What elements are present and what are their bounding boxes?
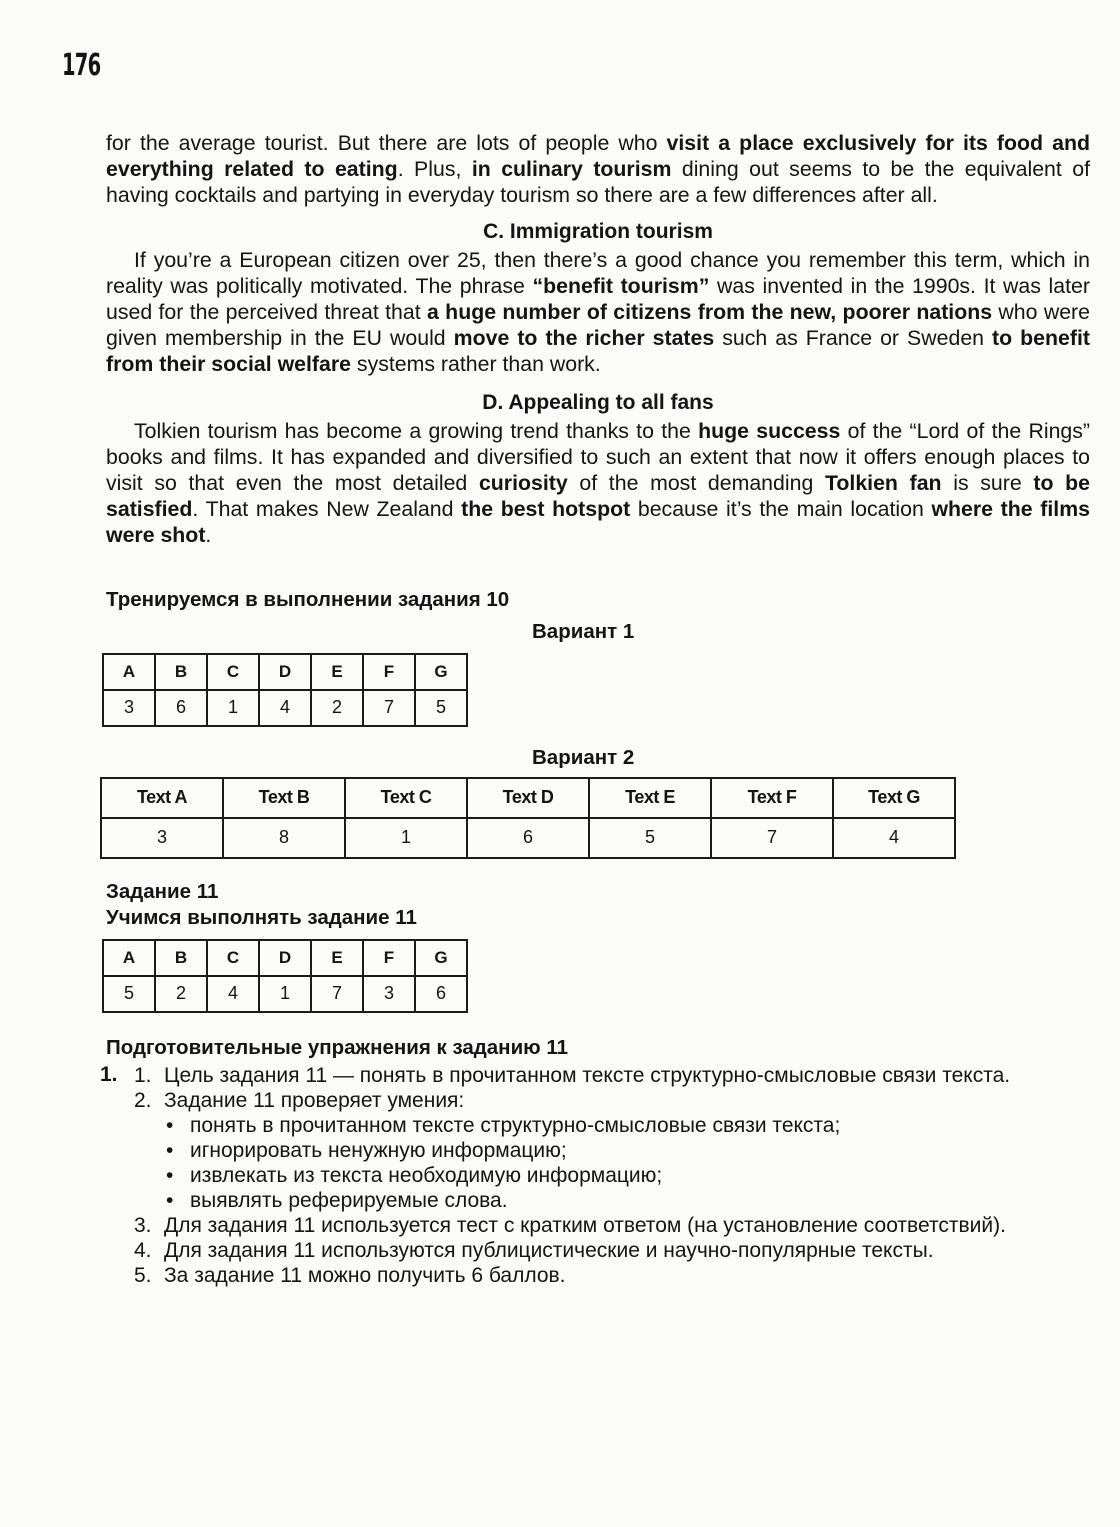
prep-item [106,1063,1090,1088]
table-cell: 8 [223,818,345,858]
bold-phrase: a huge number of citizens from the new, poorer nations [427,300,993,325]
table-cell: 2 [311,690,363,726]
table-cell: A [103,940,155,976]
variant1-table [102,653,468,727]
text-run: was invented in the 1990s. It was later used for the perceived threat that [106,273,1090,325]
skill-item: • извлекать из текста необходимую информацию; [164,1163,1090,1188]
skill-item: • понять в прочитанном тексте структурно-смысловые связи текста; [164,1113,1090,1138]
prep-item-text: Для задания 11 используются публицистические и научно-популярные тексты. [164,1238,934,1262]
table-cell: F [363,940,415,976]
prep-list [100,1062,1090,1288]
page-content [100,130,1091,1288]
section-d-text [106,418,1090,549]
skill-item: • выявлять реферируемые слова. [164,1188,1090,1213]
table-cell: 3 [101,818,223,858]
text-run: for the average tourist. But there are lots of people who [106,131,667,155]
table-cell: A [103,654,155,690]
variant2-table [100,777,956,859]
table-cell: 5 [415,690,467,726]
prep-heading: Подготовительные упражнения к заданию 11 [106,1035,569,1059]
prep-item [106,1263,1090,1288]
table-cell: C [207,940,259,976]
bold-phrase: where the films were shot [106,497,1090,548]
task11-heading: Задание 11 [106,879,219,903]
bold-phrase: to be satisfied [106,471,1091,522]
prep-item-text: За задание 11 можно получить 6 баллов. [164,1263,566,1287]
section-c-title: C. Immigration tourism [483,219,713,243]
prep-number: 1. [100,1062,118,1086]
table-cell: D [259,940,311,976]
table-cell: B [155,940,207,976]
variant1-header-row [103,654,467,690]
prep-item-text: Цель задания 11 — понять в прочитанном тексте структурно-смысловые связи текста. [164,1063,1011,1087]
text-run: of the most demanding [567,471,825,496]
prep-item-number: 1. [134,1063,152,1087]
table-cell: G [415,654,467,690]
table-cell: 5 [589,818,711,858]
table-cell: 7 [363,690,415,726]
prep-item-number: 4. [134,1238,152,1262]
variant2-title: Вариант 2 [532,745,635,769]
section-b-tail [106,130,1090,209]
table-cell: Text G [833,778,955,818]
prep-item [106,1238,1090,1263]
table-cell: F [363,654,415,690]
bold-phrase: move to the richer states [453,326,715,351]
text-run: who were given membership in the EU would [106,300,1090,351]
variant1-value-row [103,690,467,726]
bold-phrase: huge success [698,418,841,443]
section-c-text [106,247,1090,378]
table-cell: Text A [101,778,223,818]
prep-item [106,1088,1090,1113]
bold-phrase: visit a place exclusively for its food and everything related to eating [106,131,1090,182]
variant2-header-row [101,778,955,818]
text-run: . Plus, [397,157,472,182]
section-d-title: D. Appealing to all fans [482,390,714,414]
table-cell: 4 [207,976,259,1012]
table-cell: 4 [833,818,955,858]
task11-table [102,939,468,1013]
table-cell: Text F [711,778,833,818]
bold-phrase: the best hotspot [461,497,631,522]
skill-item: • игнорировать ненужную информацию; [164,1138,1090,1163]
text-run: dining out seems to be the equivalent of having cocktails and partying in everyday tourism so there are a few differences after all. [106,157,1091,208]
table-cell: E [311,940,363,976]
text-run: If you’re a European citizen over 25, then there’s a good chance you remember this term, which in reality was politically motivated. The phrase [106,247,1090,298]
table-cell: 2 [155,976,207,1012]
text-run: . That makes New Zealand [192,497,462,522]
task11-value-row [103,976,467,1012]
table-cell: G [415,940,467,976]
text-run: . [205,523,212,548]
text-run: such as France or Sweden [714,326,993,351]
task11-header-row [103,940,467,976]
table-cell: 1 [345,818,467,858]
table-cell: 4 [259,690,311,726]
task11-subheading: Учимся выполнять задание 11 [106,905,417,929]
bold-phrase: to benefit from their social welfare [106,326,1090,377]
prep-item-text: Для задания 11 используется тест с кратким ответом (на установление соответствий). [164,1213,1006,1237]
prep-item-number: 3. [134,1213,152,1237]
table-cell: C [207,654,259,690]
text-run: Tolkien tourism has become a growing trend thanks to the [134,418,699,443]
variant1-title: Вариант 1 [532,619,635,643]
table-cell: B [155,654,207,690]
prep-item-number: 5. [134,1263,152,1287]
table-cell: 3 [363,976,415,1012]
prep-item-number: 2. [134,1088,152,1112]
table-cell: Text E [589,778,711,818]
text-run: is sure [941,471,1034,496]
table-cell: Text D [467,778,589,818]
table-cell: D [259,654,311,690]
bold-phrase: in culinary tourism [471,157,672,182]
prep-item [106,1213,1090,1238]
table-cell: Text C [345,778,467,818]
text-run: because it’s the main location [630,497,932,522]
table-cell: E [311,654,363,690]
bold-phrase: “benefit tourism” [532,273,710,298]
prep-item-text: Задание 11 проверяет умения: [164,1088,465,1112]
table-cell: 6 [467,818,589,858]
page-number: 176 [62,48,101,83]
table-cell: 5 [103,976,155,1012]
table-cell: 6 [415,976,467,1012]
variant2-value-row [101,818,955,858]
table-cell: 3 [103,690,155,726]
table-cell: 7 [711,818,833,858]
text-run: of the “Lord of the Rings” books and films. It has expanded and diversified to such an extent that now it offers enough places to visit so that even the most detailed [106,418,1090,496]
table-cell: 1 [207,690,259,726]
text-run: systems rather than work. [351,352,601,377]
table-cell: 6 [155,690,207,726]
task10-heading: Тренируемся в выполнении задания 10 [106,587,510,611]
table-cell: 1 [259,976,311,1012]
skills-list [106,1113,1090,1213]
bold-phrase: curiosity [478,471,568,496]
table-cell: Text B [223,778,345,818]
table-cell: 7 [311,976,363,1012]
bold-phrase: Tolkien fan [824,471,942,496]
